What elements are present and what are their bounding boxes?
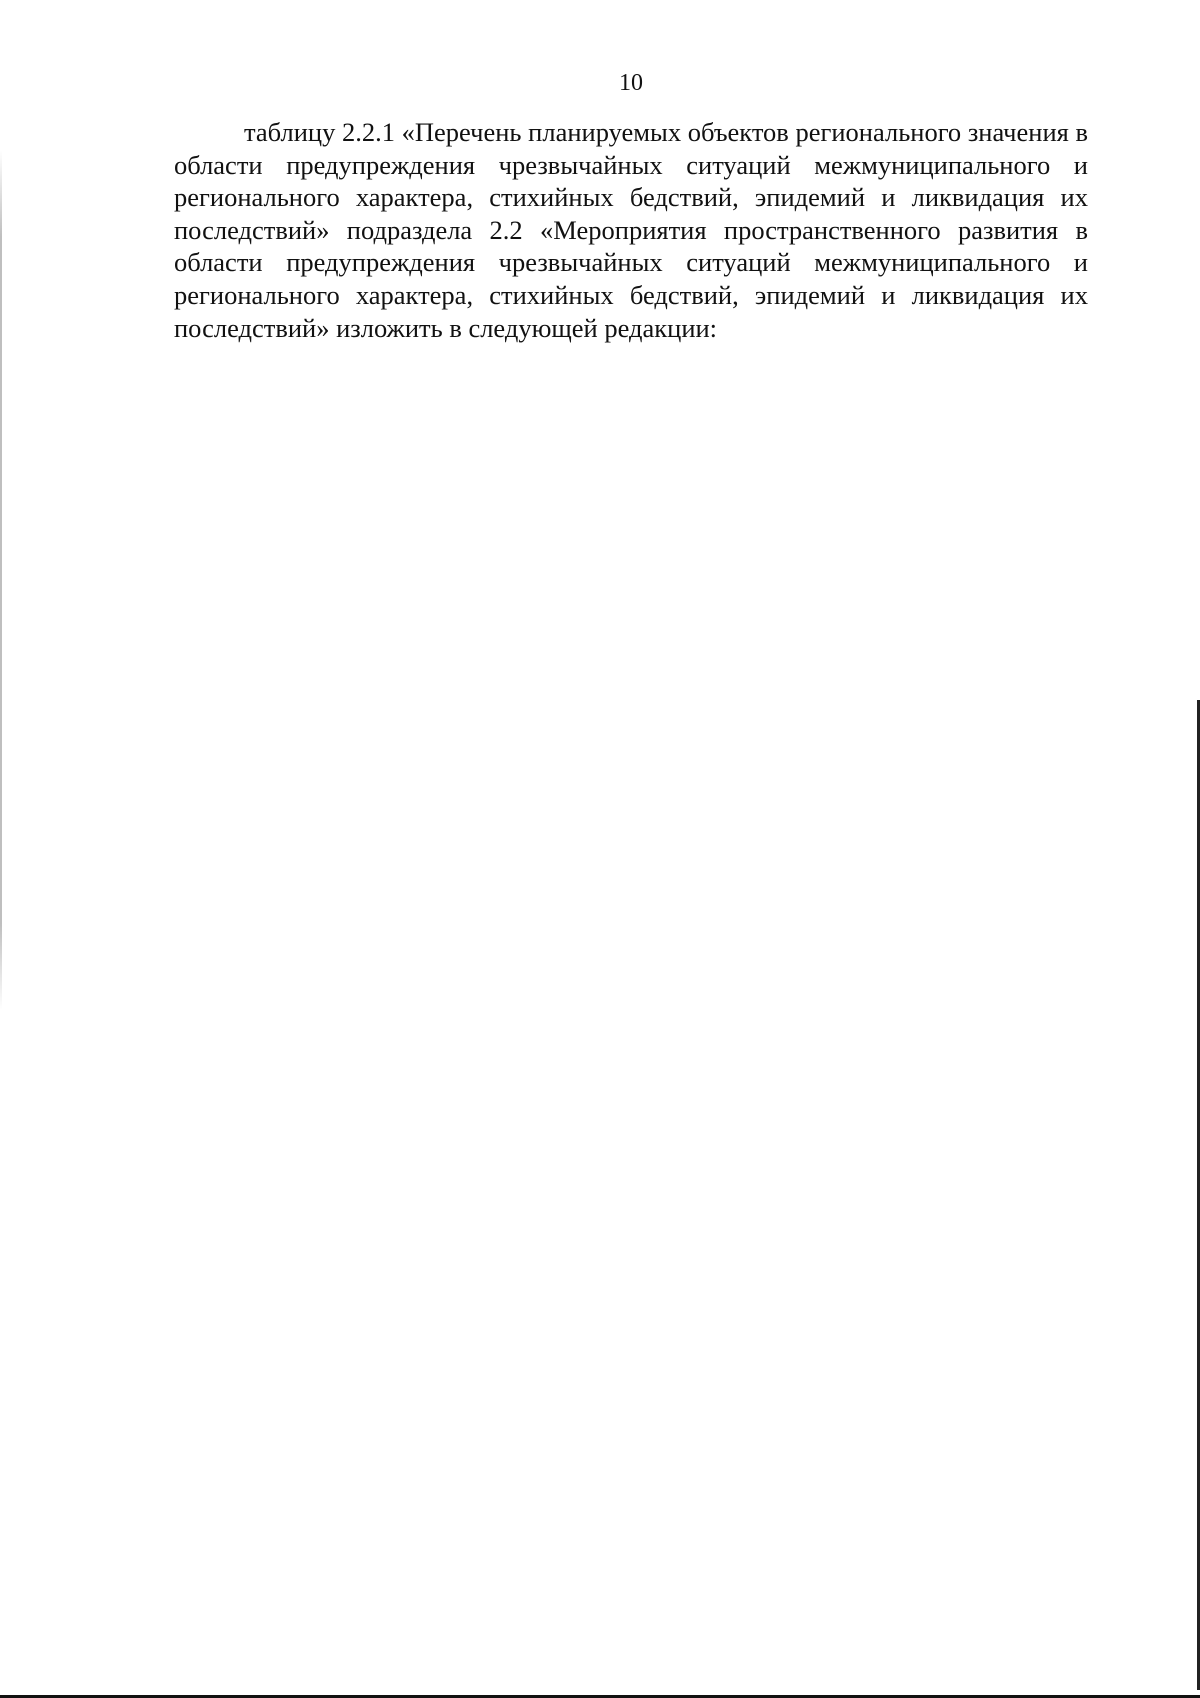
scan-edge-left (0, 150, 2, 1010)
body-paragraph: таблицу 2.2.1 «Перечень планируемых объектов регионального значения в области предупреждения чрезвычайных ситуаций межмуниципального и регионального характера, стихийных бедствий, эпидемий и ликвидация их последствий» подраздела 2.2 «Мероприятия пространственного развития в области предупреждения чрезвычайных ситуаций межмуниципального и регионального характера, стихийных бедствий, эпидемий и ликвидация их последствий» изложить в следующей редакции: (174, 117, 1088, 343)
page-number: 10 (619, 70, 643, 96)
